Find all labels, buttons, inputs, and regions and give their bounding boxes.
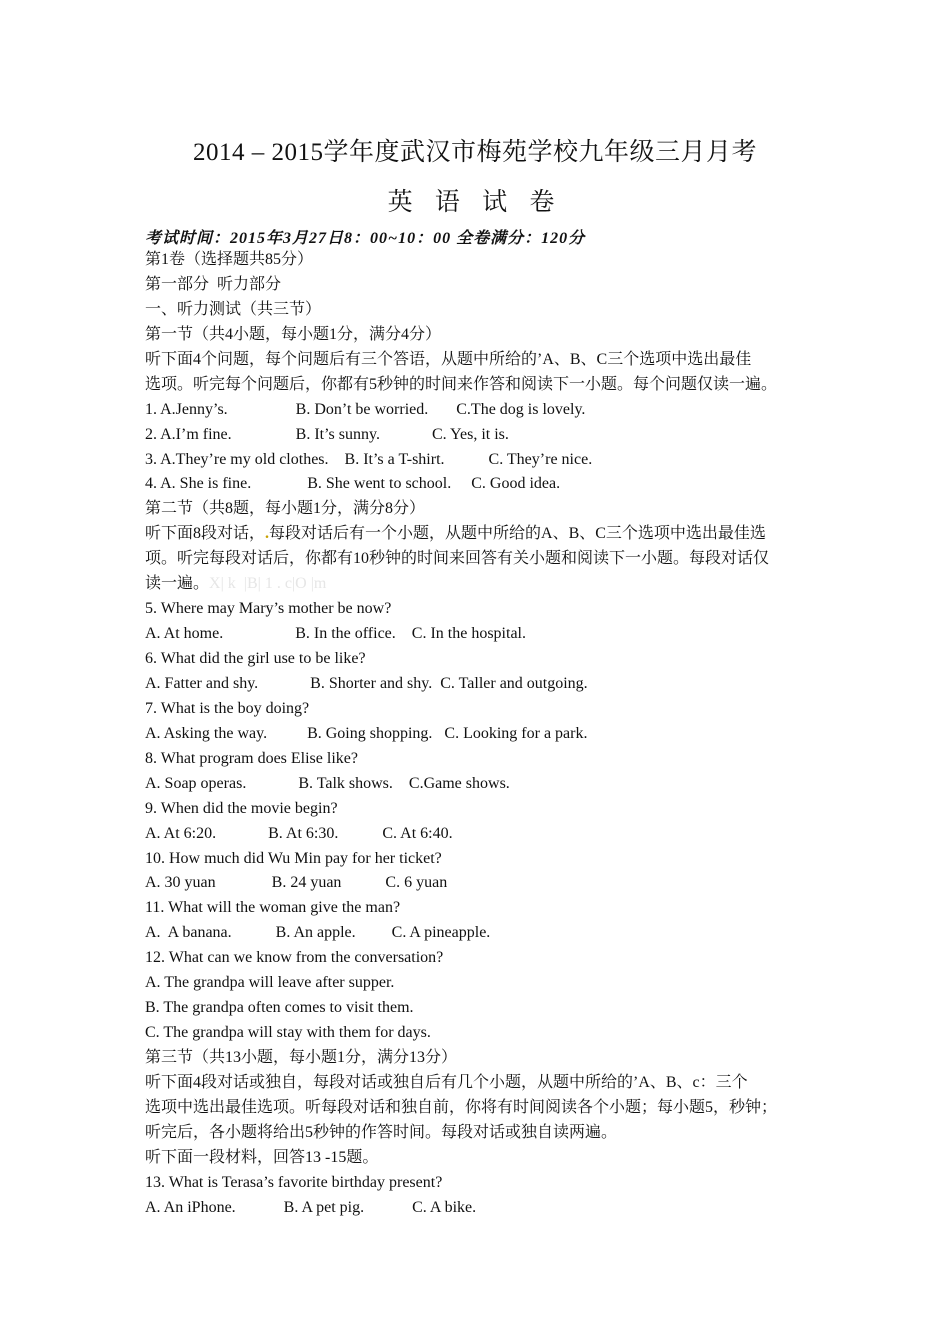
- question-options: A. A banana. B. An apple. C. A pineapple.: [145, 924, 491, 942]
- page-title: 2014 – 2015学年度武汉市梅苑学校九年级三月月考: [192, 139, 757, 166]
- volume-heading: 第1卷（选择题共85分）: [145, 251, 314, 268]
- subsection-heading: 第二节（共8题，每小题1分，满分8分）: [145, 500, 426, 518]
- question: 8. What program does Elise like?: [145, 749, 358, 767]
- question-options: A. At 6:20. B. At 6:30. C. At 6:40.: [145, 824, 453, 842]
- instruction-text: 每段对话后有一个小题，从题中所给的A、B、C三个选项中选出最佳选: [269, 525, 766, 543]
- question: 13. What is Terasa’s favorite birthday present?: [145, 1173, 443, 1191]
- question-options: 2. A.I’m fine. B. It’s sunny. C. Yes, it is.: [145, 425, 509, 443]
- question: 12. What can we know from the conversation?: [145, 949, 444, 967]
- instruction-text: 听下面8段对话，: [145, 525, 266, 543]
- question-options: A. Soap operas. B. Talk shows. C.Game shows.: [145, 774, 510, 792]
- question-options: 4. A. She is fine. B. She went to school. C. Good idea.: [145, 475, 561, 493]
- part-heading: 第一部分 听力部分: [145, 275, 282, 293]
- question-options: A. Fatter and shy. B. Shorter and shy. C. Taller and outgoing.: [145, 674, 588, 692]
- instruction-line: [145, 572, 810, 597]
- section-heading: 一、听力测试（共三节）: [145, 300, 322, 318]
- question: 5. Where may Mary’s mother be now?: [145, 600, 392, 618]
- subsection-heading: 第三节（共13小题，每小题1分，满分13分）: [145, 1049, 458, 1066]
- question-option: C. The grandpa will stay with them for days.: [145, 1024, 431, 1042]
- instruction-line: 选项。听完每个问题后，你都有5秒钟的时间来作答和阅读下一小题。每个问题仅读一遍。: [145, 375, 778, 393]
- question-option: B. The grandpa often comes to visit them.: [145, 999, 414, 1017]
- question-options: A. At home. B. In the office. C. In the hospital.: [145, 625, 526, 643]
- instruction-line: 听完后，各小题将给出5秒钟的作答时间。每段对话或独自读两遍。: [145, 1123, 618, 1141]
- question-options: A. Asking the way. B. Going shopping. C. Looking for a park.: [145, 724, 588, 742]
- instruction-line: 项。听完每段对话后，你都有10秒钟的时间来回答有关小题和阅读下一小题。每段对话仅: [145, 550, 770, 568]
- instruction-line: [145, 522, 810, 547]
- watermark-text: X| k |B| 1 . c|O |m: [209, 575, 327, 593]
- instruction-line: 听下面一段材料，回答13 -15题。: [145, 1148, 379, 1166]
- exam-info: 考试时间：2015年3月27日8：00~10：00 全卷满分：120分: [145, 230, 586, 247]
- question-options: A. An iPhone. B. A pet pig. C. A bike.: [145, 1198, 477, 1216]
- instruction-text: 读一遍。: [145, 575, 210, 593]
- question: 9. When did the movie begin?: [145, 799, 338, 817]
- question-options: 1. A.Jenny’s. B. Don’t be worried. C.The dog is lovely.: [145, 400, 586, 418]
- exam-body: [145, 248, 810, 1221]
- question-options: 3. A.They’re my old clothes. B. It’s a T-shirt. C. They’re nice.: [145, 450, 593, 468]
- instruction-line: 听下面4段对话或独自，每段对话或独自后有几个小题，从题中所给的’A、B、c：三个: [145, 1073, 748, 1091]
- page-subtitle: 英 语 试 卷: [387, 189, 563, 216]
- dot-mark: .: [265, 525, 270, 543]
- question: 6. What did the girl use to be like?: [145, 650, 366, 667]
- question-options: A. 30 yuan B. 24 yuan C. 6 yuan: [145, 874, 448, 892]
- instruction-line: 选项中选出最佳选项。听每段对话和独自前，你将有时间阅读各个小题；每小题5，秒钟；: [145, 1098, 778, 1116]
- instruction-line: 听下面4个问题，每个问题后有三个答语，从题中所给的’A、B、C三个选项中选出最佳: [145, 350, 752, 368]
- subsection-heading: 第一节（共4小题，每小题1分，满分4分）: [145, 325, 442, 343]
- question: 10. How much did Wu Min pay for her ticket?: [145, 849, 442, 867]
- question: 7. What is the boy doing?: [145, 699, 310, 717]
- question: 11. What will the woman give the man?: [145, 899, 401, 917]
- question-option: A. The grandpa will leave after supper.: [145, 974, 395, 992]
